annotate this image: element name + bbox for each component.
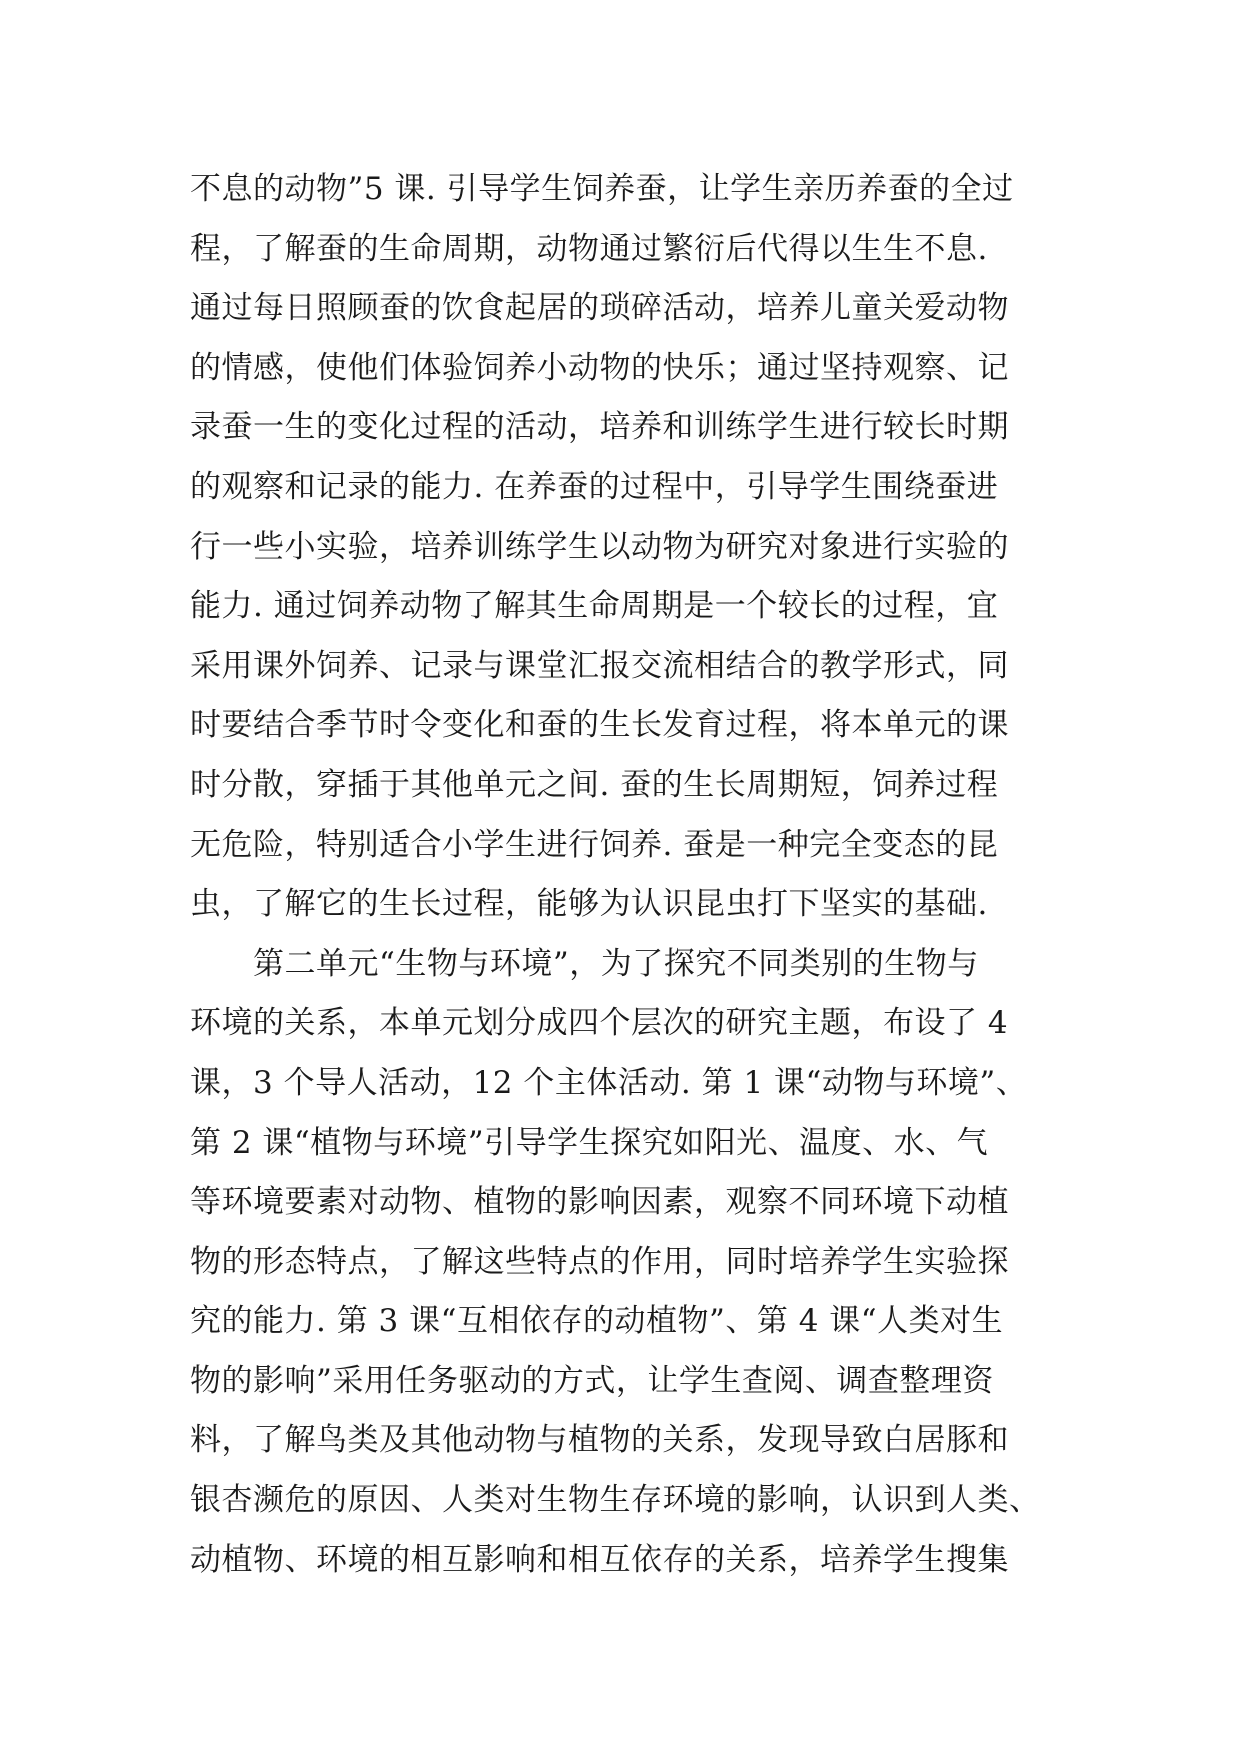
text-line: 采用课外饲养、记录与课堂汇报交流相结合的教学形式，同 bbox=[190, 647, 1009, 684]
text-line: 究的能力. 第 3 课“互相依存的动植物”、第 4 课“人类对生 bbox=[190, 1303, 1004, 1340]
body-text bbox=[190, 160, 1070, 1590]
text-line: 无危险，特别适合小学生进行饲养. 蚕是一种完全变态的昆 bbox=[190, 826, 999, 863]
text-line: 银杏濒危的原因、人类对生物生存环境的影响，认识到人类、 bbox=[190, 1482, 1041, 1519]
text-line: 环境的关系，本单元划分成四个层次的研究主题，布设了 4 bbox=[190, 1005, 1009, 1042]
text-line: 通过每日照顾蚕的饮食起居的琐碎活动，培养儿童关爱动物 bbox=[190, 290, 1009, 327]
text-line: 物的影响”采用任务驱动的方式，让学生查阅、调查整理资 bbox=[190, 1362, 994, 1399]
text-line: 的情感，使他们体验饲养小动物的快乐；通过坚持观察、记 bbox=[190, 349, 1009, 386]
text-line: 第二单元“生物与环境”，为了探究不同类别的生物与 bbox=[190, 945, 979, 982]
text-line: 等环境要素对动物、植物的影响因素，观察不同环境下动植 bbox=[190, 1184, 1009, 1221]
text-line: 的观察和记录的能力. 在养蚕的过程中，引导学生围绕蚕进 bbox=[190, 468, 999, 505]
text-line: 虫，了解它的生长过程，能够为认识昆虫打下坚实的基础. bbox=[190, 886, 988, 923]
text-line: 时分散，穿插于其他单元之间. 蚕的生长周期短，饲养过程 bbox=[190, 766, 999, 803]
text-line: 程，了解蚕的生命周期，动物通过繁衍后代得以生生不息. bbox=[190, 230, 988, 267]
text-line: 料，了解鸟类及其他动物与植物的关系，发现导致白居豚和 bbox=[190, 1422, 1009, 1459]
text-line: 时要结合季节时令变化和蚕的生长发育过程，将本单元的课 bbox=[190, 707, 1009, 744]
text-line: 不息的动物”5 课. 引导学生饲养蚕，让学生亲历养蚕的全过 bbox=[190, 171, 1014, 207]
text-line: 行一些小实验，培养训练学生以动物为研究对象进行实验的 bbox=[190, 528, 1009, 565]
text-line: 第 2 课“植物与环境”引导学生探究如阳光、温度、水、气 bbox=[190, 1124, 989, 1161]
text-line: 能力. 通过饲养动物了解其生命周期是一个较长的过程，宜 bbox=[190, 588, 999, 625]
text-line: 录蚕一生的变化过程的活动，培养和训练学生进行较长时期 bbox=[190, 409, 1009, 446]
text-line: 课，3 个导人活动，12 个主体活动. 第 1 课“动物与环境”、 bbox=[190, 1064, 1028, 1101]
text-line: 动植物、环境的相互影响和相互依存的关系，培养学生搜集 bbox=[190, 1541, 1009, 1578]
text-line: 物的形态特点，了解这些特点的作用，同时培养学生实验探 bbox=[190, 1243, 1009, 1280]
